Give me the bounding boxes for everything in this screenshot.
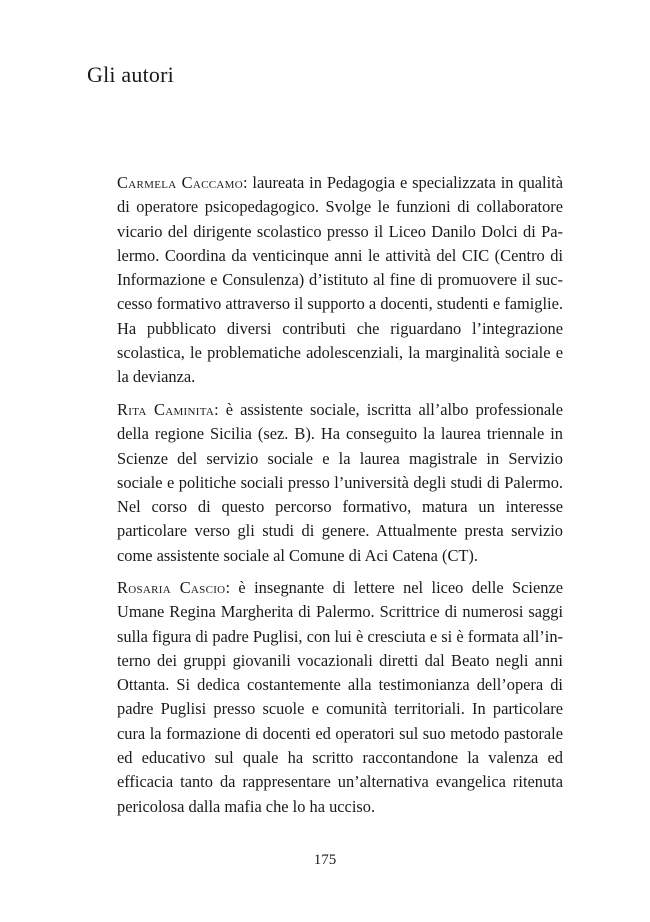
author-bio-text: : è assistente sociale, iscritta all’albo professionale della regione Sicilia (sez. B). Ha conseguito la laurea triennale in Scienze del servizio sociale e la laurea magistrale in Servizio sociale e politiche sociali presso l’università degli studi di Palermo. Nel corso di questo percorso formativo, matura un interesse particolare verso gli studi di genere. Attualmente presta servizio come assistente sociale al Comune di Aci Catena (CT). xyxy=(117,400,563,565)
page-number: 175 xyxy=(313,852,337,868)
author-bio xyxy=(117,171,563,390)
author-name: Rita Caminita xyxy=(117,400,215,419)
author-name: Carmela Caccamo xyxy=(117,173,243,192)
author-bio-text: : è insegnante di lettere nel liceo delle Scienze Umane Regina Margherita di Palermo. Scrittrice di numerosi saggi sulla figura di padre Puglisi, con lui è cresciuta e si è formata all’interno dei gruppi giovanili vocazionali diretti dal Beato negli anni Ottanta. Si dedica costantemente alla testimonianza dell’opera di padre Puglisi presso scuole e comunità territoriali. In particolare cura la formazione di docenti ed operatori sul suo metodo pastorale ed educativo sul quale ha scritto raccontandone la valenza ed efficacia tanto da rappresentare un’alternativa evangelica ritenuta pericolosa dalla mafia che lo ha ucciso. xyxy=(117,578,564,816)
page-title: Gli autori xyxy=(87,62,174,87)
author-name: Rosaria Cascio xyxy=(117,578,226,597)
author-bio xyxy=(117,576,563,819)
author-bio-text: : laureata in Pedagogia e specializzata in qualità di operatore psicopedagogico. Svolge le funzioni di collaboratore vicario del dirigente scolastico presso il Liceo Danilo Dolci di Palermo. Coordina da venticinque anni le attività del CIC (Centro di Informazione e Consulenza) d’istituto al fine di promuovere il successo formativo attraverso il supporto a docenti, studenti e famiglie. Ha pubblicato diversi contributi che riguardano l’integrazione scolastica, le problematiche adolescenziali, la marginalità sociale e la devianza. xyxy=(117,173,563,387)
author-bio xyxy=(117,398,563,568)
